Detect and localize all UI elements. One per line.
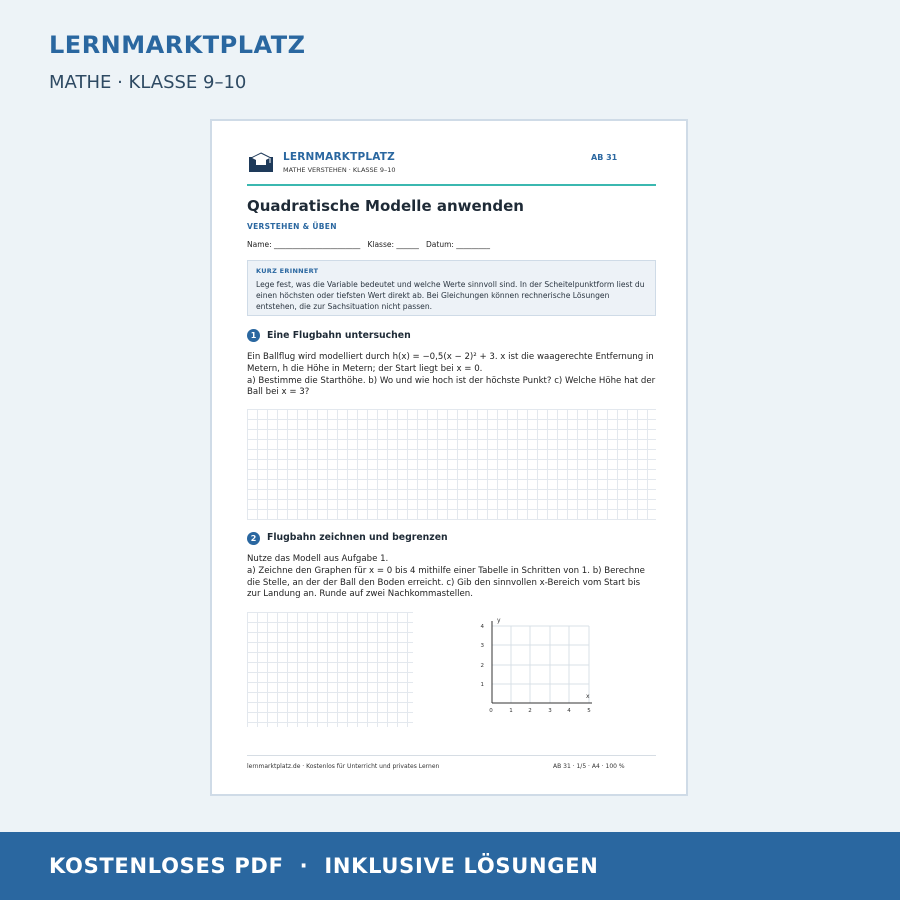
answer-grid <box>247 612 413 727</box>
graduation-cap-book-icon <box>249 152 273 172</box>
sheet-id: AB 31 <box>591 153 618 162</box>
task-number-badge: 2 <box>247 532 260 545</box>
header-divider <box>247 184 656 186</box>
y-axis-label: y <box>497 617 501 624</box>
task-text: Ein Ballflug wird modelliert durch h(x) = −0,5(x − 2)² + 3. x ist die waagerechte Entfernung in Metern, h die Höhe in Metern; der Start liegt bei x = 0. a) Bestimme die Starthöhe. b) Wo und wie hoch ist der höchste Punkt? c) Welche Höhe hat der Ball bei x = 3? <box>247 352 656 398</box>
banner-text: KOSTENLOSES PDF · INKLUSIVE LÖSUNGEN <box>49 854 599 878</box>
brand-title: LERNMARKTPLATZ <box>49 31 306 59</box>
y-tick-label: 2 <box>480 663 484 669</box>
x-tick-label: 0 <box>489 708 493 714</box>
x-tick-label: 1 <box>509 708 513 714</box>
footer-divider <box>247 755 656 756</box>
sheet-brand-subtitle: MATHE VERSTEHEN · KLASSE 9–10 <box>283 166 396 174</box>
sheet-title: Quadratische Modelle anwenden <box>247 197 524 215</box>
x-tick-label: 5 <box>587 708 591 714</box>
y-tick-label: 4 <box>480 624 484 630</box>
task-text: Nutze das Modell aus Aufgabe 1. a) Zeichne den Graphen für x = 0 bis 4 mithilfe einer Tabelle in Schritten von 1. b) Berechne die Stelle, an der der Ball den Boden erreicht. c) Gib den sinnvollen x-Bereich vom Start bis zur Landung an. Runde auf zwei Nachkommastellen. <box>247 554 645 600</box>
promo-banner <box>0 832 900 900</box>
student-fields: Name: _______________________ Klasse: ______ Datum: _________ <box>247 240 491 249</box>
reminder-heading: KURZ ERINNERT <box>256 267 319 275</box>
coordinate-grid <box>492 626 589 703</box>
brand-subtitle: MATHE · KLASSE 9–10 <box>49 72 247 93</box>
task-heading: Eine Flugbahn untersuchen <box>267 330 411 341</box>
y-tick-label: 3 <box>480 643 484 649</box>
task-heading: Flugbahn zeichnen und begrenzen <box>267 532 448 543</box>
answer-grid <box>247 409 656 520</box>
x-axis-label: x <box>586 693 590 700</box>
reminder-text: Lege fest, was die Variable bedeutet und welche Werte sinnvoll sind. In der Scheitelpunktform liest du einen höchsten oder tiefsten Wert direkt ab. Bei Gleichungen können rechnerische Lösungen entstehen, die zur Sachsituation nicht passen. <box>256 280 645 311</box>
task-number-badge: 1 <box>247 329 260 342</box>
sheet-subtitle: VERSTEHEN & ÜBEN <box>247 222 337 231</box>
sheet-brand: LERNMARKTPLATZ <box>283 151 395 163</box>
coordinate-system <box>472 613 622 723</box>
x-tick-label: 2 <box>528 708 532 714</box>
reminder-box <box>247 260 656 316</box>
footer-right: AB 31 · 1/5 · A4 · 100 % <box>553 763 625 770</box>
footer-left: lernmarktplatz.de · Kostenlos für Unterricht und privates Lernen <box>247 763 440 770</box>
y-tick-label: 1 <box>480 682 484 688</box>
worksheet-preview <box>210 119 688 796</box>
x-tick-label: 3 <box>548 708 552 714</box>
x-tick-label: 4 <box>567 708 571 714</box>
